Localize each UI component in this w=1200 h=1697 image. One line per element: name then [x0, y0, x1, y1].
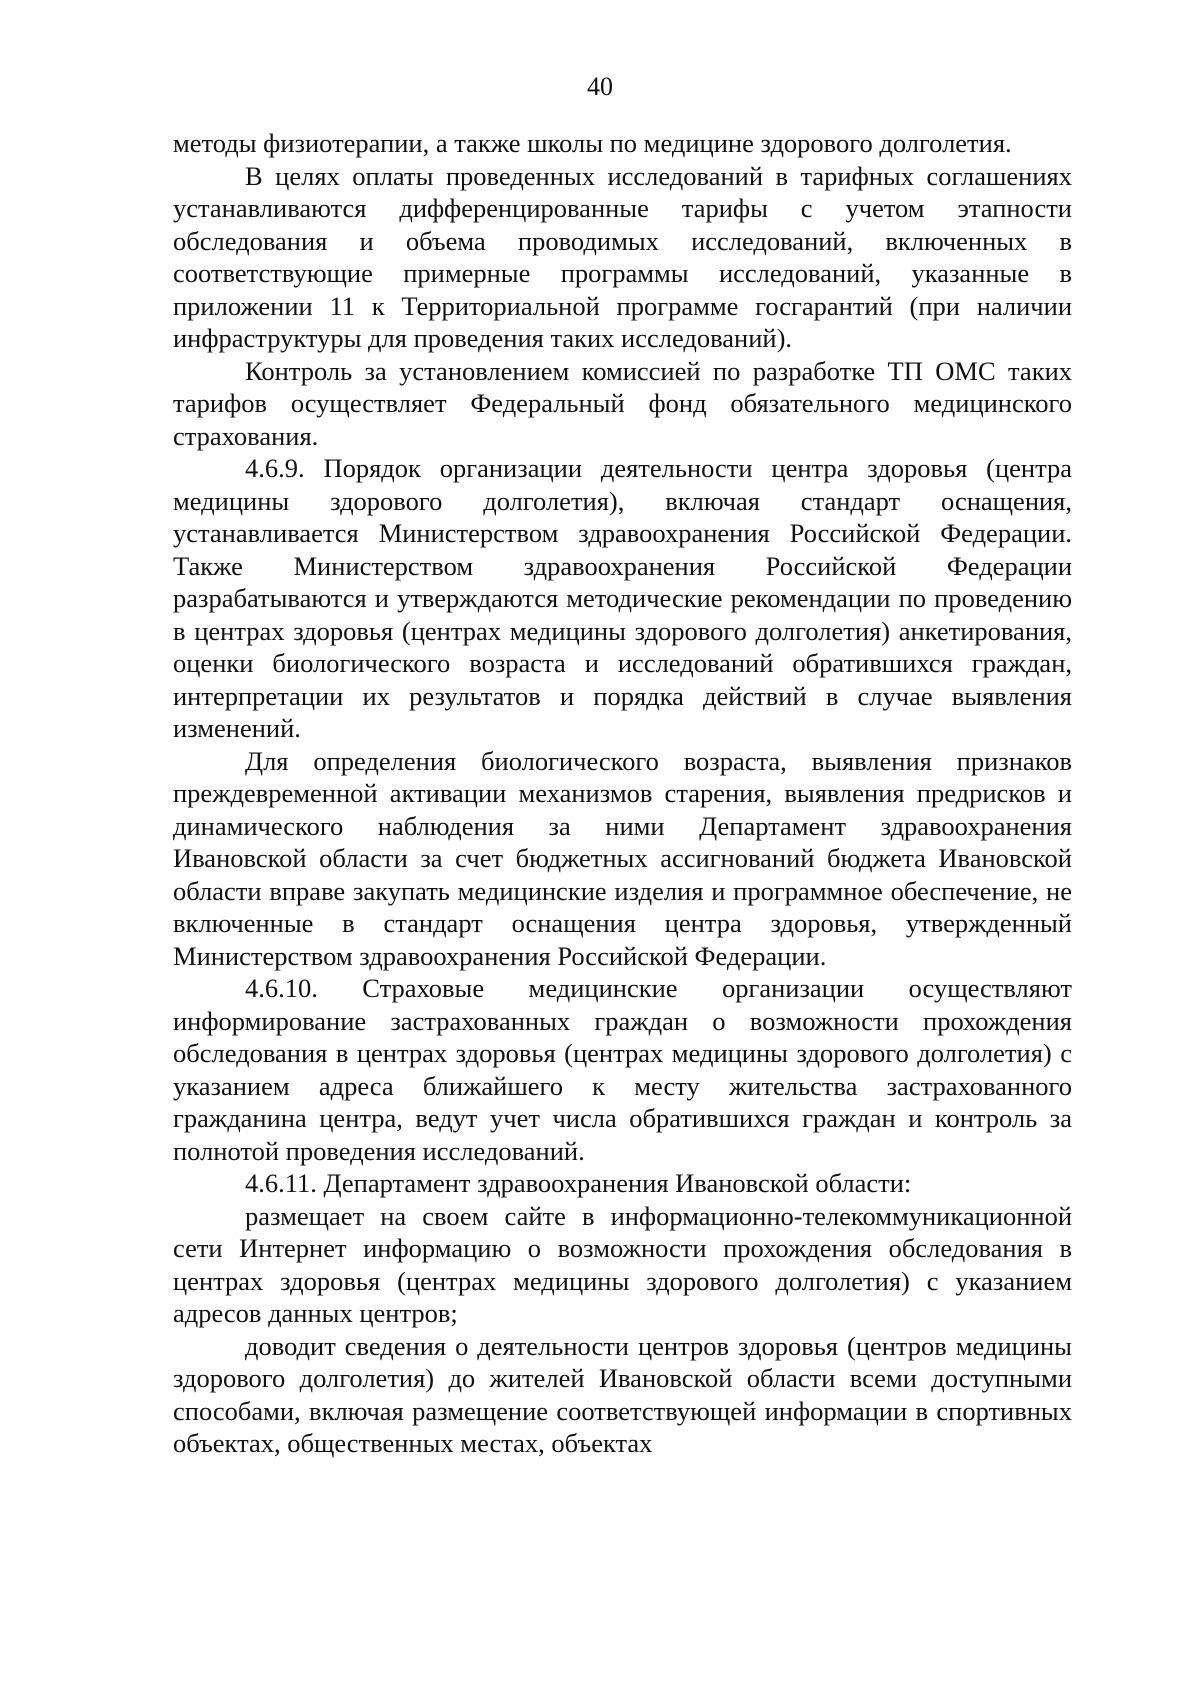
paragraph-4-6-9: 4.6.9. Порядок организации деятельности центра здоровья (центра медицины здорового долголетия), включая стандарт оснащения, устанавливается Министерством здравоохранения Российской Федерации. Также Министерством здравоохранения Российской Федерации разрабатываются и утверждаются методические рекомендации по проведению в центрах здоровья (центрах медицины здорового долголетия) анкетирования, оценки биологического возраста и исследований обратившихся граждан, интерпретации их результатов и порядка действий в случае выявления изменений. — [173, 453, 1072, 743]
paragraph-website: размещает на своем сайте в информационно-телекоммуникационной сети Интернет информацию о возможности прохождения обследования в центрах здоровья (центрах медицины здорового долголетия) с указанием адресов данных центров; — [173, 1200, 1072, 1328]
paragraph-continuation: методы физиотерапии, а также школы по медицине здорового долголетия. — [173, 128, 1012, 158]
document-body — [173, 127, 1072, 1460]
page-number: 40 — [587, 72, 613, 101]
paragraph-residents: доводит сведения о деятельности центров здоровья (центров медицины здорового долголетия) до жителей Ивановской области всеми доступными способами, включая размещение соответствующей информации в спортивных объектах, общественных местах, объектах — [173, 1330, 1072, 1458]
paragraph-biological-age: Для определения биологического возраста, выявления признаков преждевременной активации механизмов старения, выявления предрисков и динамического наблюдения за ними Департамент здравоохранения Ивановской области за счет бюджетных ассигнований бюджета Ивановской области вправе закупать медицинские изделия и программное обеспечение, не включенные в стандарт оснащения центра здоровья, утвержденный Министерством здравоохранения Российской Федерации. — [173, 745, 1072, 971]
paragraph-4-6-10: 4.6.10. Страховые медицинские организации осуществляют информирование застрахованных граждан о возможности прохождения обследования в центрах здоровья (центрах медицины здорового долголетия) с указанием адреса ближайшего к месту жительства застрахованного гражданина центра, ведут учет числа обратившихся граждан и контроль за полнотой проведения исследований. — [173, 973, 1072, 1166]
paragraph-tariffs: В целях оплаты проведенных исследований в тарифных соглашениях устанавливаются дифференцированные тарифы с учетом этапности обследования и объема проводимых исследований, включенных в соответствующие примерные программы исследований, указанные в приложении 11 к Территориальной программе госгарантий (при наличии инфраструктуры для проведения таких исследований). — [173, 160, 1072, 353]
paragraph-control: Контроль за установлением комиссией по разработке ТП ОМС таких тарифов осуществляет Федеральный фонд обязательного медицинского страхования. — [173, 355, 1072, 451]
paragraph-4-6-11: 4.6.11. Департамент здравоохранения Ивановской области: — [245, 1168, 912, 1198]
